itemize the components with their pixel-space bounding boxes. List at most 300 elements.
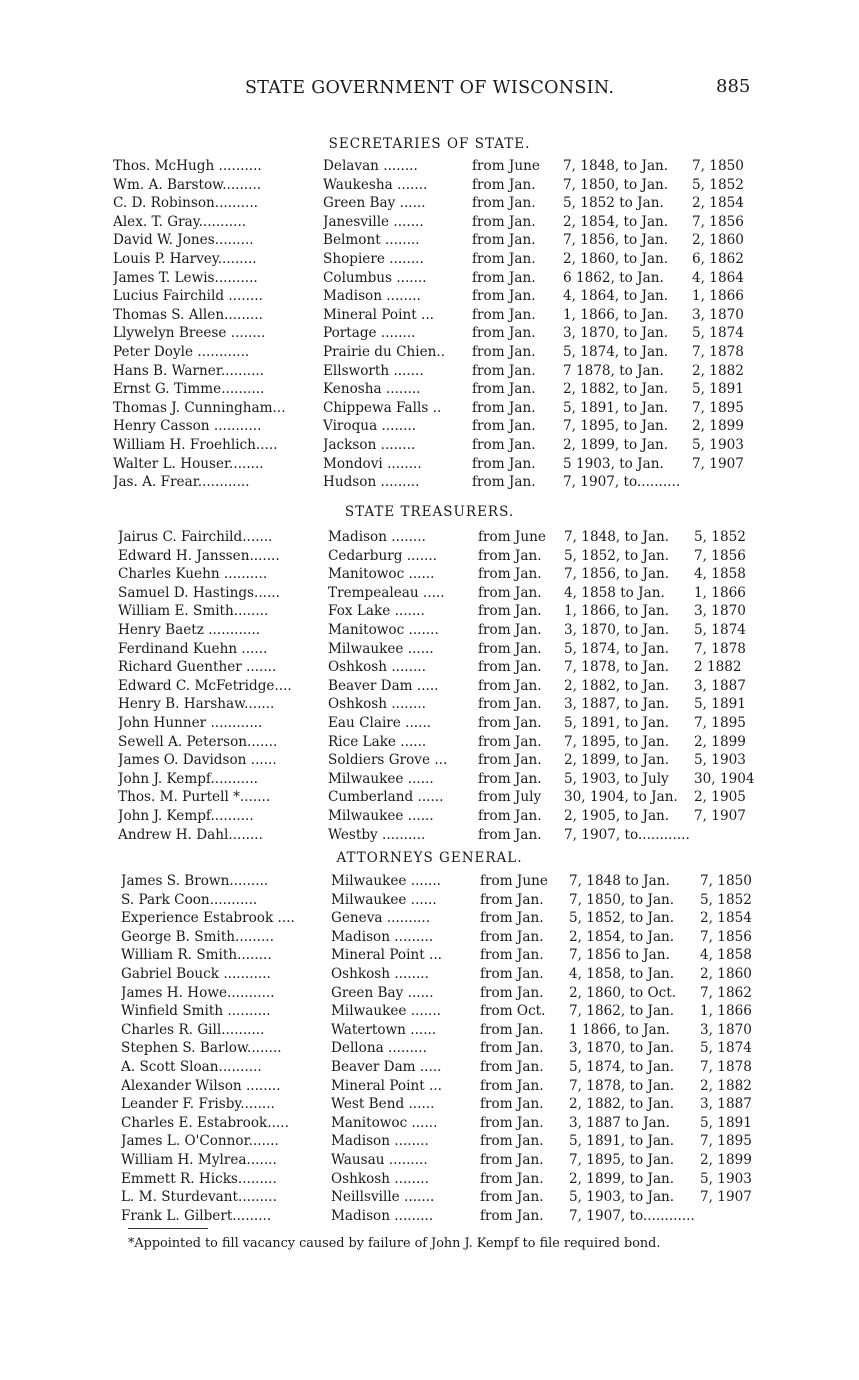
row-end: 2, 1899 [692, 418, 744, 435]
table-row [0, 872, 859, 891]
row-name: James T. Lewis.......... [113, 269, 258, 286]
row-place: Milwaukee ....... [331, 873, 442, 889]
row-from: from Jan. [478, 621, 542, 638]
row-name: Sewell A. Peterson....... [118, 733, 278, 750]
row-end: 7, 1878 [692, 343, 744, 360]
row-end: 5, 1852 [700, 891, 752, 908]
table-row [0, 1077, 859, 1096]
row-name: James L. O'Connor....... [121, 1133, 279, 1150]
row-end: 7, 1895 [692, 399, 744, 416]
table-row [0, 455, 859, 474]
row-place: Delavan ........ [323, 158, 418, 174]
table-row [0, 928, 859, 947]
row-place: Trempealeau ..... [328, 584, 445, 601]
row-end: 2, 1854 [692, 195, 744, 212]
table-row [0, 965, 859, 984]
row-place: Watertown ...... [331, 1021, 437, 1038]
row-start: 2, 1882, to Jan. [569, 1096, 675, 1113]
row-end: 1, 1866 [694, 584, 746, 601]
row-end: 2 1882 [694, 659, 742, 676]
row-name: S. Park Coon........... [121, 891, 258, 908]
table-row [0, 176, 859, 195]
row-start: 5, 1874, to Jan. [563, 343, 669, 360]
row-name: Louis P. Harvey......... [113, 250, 257, 267]
row-name: Henry Baetz ............ [118, 621, 261, 638]
row-start: 7, 1862, to Jan. [569, 1003, 675, 1020]
row-start: 2, 1899, to Jan. [569, 1170, 675, 1187]
row-from: from Jan. [472, 288, 536, 305]
row-start: 3, 1870, to Jan. [569, 1040, 675, 1057]
row-place: Oshkosh ........ [331, 1170, 429, 1187]
table-row [0, 826, 859, 845]
row-end: 4, 1864 [692, 269, 744, 286]
row-end: 5, 1852 [692, 176, 744, 193]
row-start: 7, 1907, to............ [569, 1207, 695, 1224]
row-from: from Jan. [480, 1077, 544, 1094]
row-name: Thomas S. Allen......... [113, 306, 263, 323]
row-start: 7, 1850, to Jan. [563, 176, 669, 193]
row-start: 4, 1858, to Jan. [569, 965, 675, 982]
row-from: from Jan. [480, 1040, 544, 1057]
footnote: *Appointed to fill vacancy caused by failure of John J. Kempf to file required bond. [128, 1236, 661, 1251]
row-place: Oshkosh ........ [328, 696, 426, 713]
section-heading-treasurers: STATE TREASURERS. [344, 504, 515, 520]
row-name: Charles Kuehn .......... [118, 566, 268, 583]
row-start: 7, 1848 to Jan. [569, 873, 670, 889]
row-from: from Jan. [472, 250, 536, 267]
row-place: Kenosha ........ [323, 381, 421, 398]
row-from: from Jan. [472, 269, 536, 286]
row-start: 30, 1904, to Jan. [564, 789, 678, 806]
row-end: 7, 1907 [694, 807, 746, 824]
row-end: 5, 1903 [694, 752, 746, 769]
row-start: 2, 1899, to Jan. [563, 436, 669, 453]
row-start: 5 1903, to Jan. [563, 455, 664, 472]
row-place: Soldiers Grove ... [328, 752, 448, 769]
row-end: 5, 1891 [700, 1114, 752, 1131]
row-from: from Jan. [478, 566, 542, 583]
table-row [0, 909, 859, 928]
row-start: 2, 1860, to Jan. [563, 250, 669, 267]
table-row [0, 677, 859, 696]
table-row [0, 984, 859, 1003]
row-place: Belmont ........ [323, 232, 420, 249]
table-row [0, 1170, 859, 1189]
row-from: from Jan. [478, 584, 542, 601]
row-from: from Jan. [472, 362, 536, 379]
row-from: from Jan. [478, 677, 542, 694]
page-number: 885 [716, 76, 751, 97]
row-end: 3, 1870 [694, 603, 746, 620]
row-place: Cumberland ...... [328, 789, 444, 806]
row-from: from Jan. [480, 1133, 544, 1150]
row-end: 5, 1891 [692, 381, 744, 398]
table-row [0, 770, 859, 789]
row-name: Walter L. Houser........ [113, 455, 264, 472]
row-place: Viroqua ........ [323, 418, 417, 435]
row-end: 2, 1882 [692, 362, 744, 379]
row-name: L. M. Sturdevant......... [121, 1189, 277, 1206]
row-name: Lucius Fairchild ........ [113, 288, 263, 305]
table-row [0, 399, 859, 418]
table-row [0, 1058, 859, 1077]
row-end: 1, 1866 [700, 1003, 752, 1020]
table-row [0, 1002, 859, 1021]
row-start: 1, 1866, to Jan. [563, 306, 669, 323]
table-row [0, 306, 859, 325]
row-from: from Jan. [472, 325, 536, 342]
row-name: Ferdinand Kuehn ...... [118, 640, 268, 657]
row-from: from Jan. [472, 455, 536, 472]
row-place: Oshkosh ........ [328, 659, 426, 676]
row-end: 7, 1850 [692, 158, 744, 174]
row-from: from Jan. [478, 696, 542, 713]
row-from: from June [472, 158, 540, 174]
row-place: Madison ........ [328, 529, 426, 545]
row-place: Manitowoc ....... [328, 621, 439, 638]
row-place: Wausau ......... [331, 1151, 428, 1168]
row-place: Prairie du Chien.. [323, 343, 446, 360]
row-from: from Jan. [472, 176, 536, 193]
row-end: 7, 1895 [694, 714, 746, 731]
table-row [0, 1039, 859, 1058]
row-end: 3, 1887 [700, 1096, 752, 1113]
row-from: from Jan. [478, 547, 542, 564]
row-place: Janesville ....... [323, 213, 424, 230]
row-from: from Jan. [478, 770, 542, 787]
row-name: Henry B. Harshaw....... [118, 696, 275, 713]
row-place: Mondovi ........ [323, 455, 422, 472]
attorneys-general-list [0, 872, 859, 1225]
row-name: Experience Estabrook .... [121, 910, 295, 927]
row-place: Westby .......... [328, 826, 426, 843]
row-name: William R. Smith........ [121, 947, 272, 964]
row-start: 2, 1860, to Oct. [569, 984, 677, 1001]
row-name: Gabriel Bouck ........... [121, 965, 271, 982]
row-end: 7, 1856 [700, 928, 752, 945]
row-place: Manitowoc ...... [331, 1114, 438, 1131]
table-row [0, 1151, 859, 1170]
row-name: Thomas J. Cunningham... [113, 399, 286, 416]
row-start: 1, 1866, to Jan. [564, 603, 670, 620]
row-end: 7, 1856 [694, 547, 746, 564]
row-from: from Jan. [472, 232, 536, 249]
row-end: 7, 1907 [692, 455, 744, 472]
row-name: Hans B. Warner.......... [113, 362, 265, 379]
table-row [0, 157, 859, 176]
footnote-rule [128, 1228, 208, 1229]
row-place: Hudson ......... [323, 474, 420, 491]
row-place: Beaver Dam ..... [328, 677, 439, 694]
row-start: 5, 1852, to Jan. [569, 910, 675, 927]
row-from: from Jan. [472, 399, 536, 416]
row-start: 6 1862, to Jan. [563, 269, 664, 286]
treasurers-list [0, 528, 859, 844]
row-end: 6, 1862 [692, 250, 744, 267]
table-row [0, 1132, 859, 1151]
row-end: 5, 1874 [700, 1040, 752, 1057]
row-from: from Jan. [478, 733, 542, 750]
row-start: 3, 1870, to Jan. [563, 325, 669, 342]
row-start: 2, 1854, to Jan. [563, 213, 669, 230]
row-name: Edward C. McFetridge.... [118, 677, 292, 694]
row-name: William H. Froehlich..... [113, 436, 278, 453]
row-start: 5, 1891, to Jan. [563, 399, 669, 416]
row-place: Portage ........ [323, 325, 416, 342]
row-name: Jairus C. Fairchild....... [118, 529, 273, 545]
row-place: West Bend ...... [331, 1096, 435, 1113]
row-from: from Jan. [472, 436, 536, 453]
row-place: Milwaukee ....... [331, 1003, 442, 1020]
row-from: from Oct. [480, 1003, 546, 1020]
table-row [0, 436, 859, 455]
row-end: 2, 1899 [694, 733, 746, 750]
row-from: from Jan. [480, 1207, 544, 1224]
table-row [0, 528, 859, 547]
row-name: William E. Smith........ [118, 603, 269, 620]
row-start: 7, 1907, to............ [564, 826, 690, 843]
row-place: Neillsville ....... [331, 1189, 435, 1206]
row-name: Thos. M. Purtell *....... [118, 789, 271, 806]
row-name: Peter Doyle ............ [113, 343, 250, 360]
table-row [0, 621, 859, 640]
row-end: 2, 1860 [692, 232, 744, 249]
row-start: 7 1878, to Jan. [563, 362, 664, 379]
row-start: 7, 1856, to Jan. [563, 232, 669, 249]
row-name: Wm. A. Barstow......... [113, 176, 262, 193]
row-end: 2, 1905 [694, 789, 746, 806]
row-name: James O. Davidson ...... [118, 752, 277, 769]
row-start: 7, 1895, to Jan. [563, 418, 669, 435]
row-name: Henry Casson ........... [113, 418, 262, 435]
table-row [0, 1095, 859, 1114]
row-end: 3, 1870 [700, 1021, 752, 1038]
row-start: 3, 1887, to Jan. [564, 696, 670, 713]
row-start: 3, 1887 to Jan. [569, 1114, 670, 1131]
row-name: Richard Guenther ....... [118, 659, 277, 676]
row-place: Mineral Point ... [331, 1077, 442, 1094]
table-row [0, 547, 859, 566]
row-name: James H. Howe........... [121, 984, 275, 1001]
row-start: 7, 1848, to Jan. [563, 158, 669, 174]
row-place: Rice Lake ...... [328, 733, 427, 750]
row-start: 2, 1854, to Jan. [569, 928, 675, 945]
row-name: Llywelyn Breese ........ [113, 325, 266, 342]
row-place: Geneva .......... [331, 910, 431, 927]
row-from: from Jan. [480, 1189, 544, 1206]
row-from: from Jan. [480, 1151, 544, 1168]
row-start: 2, 1899, to Jan. [564, 752, 670, 769]
row-start: 7, 1895, to Jan. [564, 733, 670, 750]
section-heading-secretaries: SECRETARIES OF STATE. [328, 136, 531, 152]
row-start: 7, 1856, to Jan. [564, 566, 670, 583]
row-place: Ellsworth ....... [323, 362, 424, 379]
row-place: Madison ......... [331, 1207, 434, 1224]
table-row [0, 807, 859, 826]
row-start: 1 1866, to Jan. [569, 1021, 670, 1038]
row-name: Ernst G. Timme.......... [113, 381, 265, 398]
row-start: 7, 1895, to Jan. [569, 1151, 675, 1168]
row-start: 5, 1903, to July [564, 770, 669, 787]
row-place: Shopiere ........ [323, 250, 424, 267]
row-from: from Jan. [480, 1021, 544, 1038]
row-place: Fox Lake ....... [328, 603, 425, 620]
row-start: 2, 1882, to Jan. [563, 381, 669, 398]
row-from: from June [478, 529, 546, 545]
row-start: 7, 1856 to Jan. [569, 947, 670, 964]
row-from: from Jan. [478, 640, 542, 657]
row-from: from Jan. [480, 1058, 544, 1075]
table-row [0, 714, 859, 733]
row-name: Thos. McHugh .......... [113, 158, 262, 174]
row-end: 3, 1887 [694, 677, 746, 694]
row-end: 5, 1903 [700, 1170, 752, 1187]
row-end: 30, 1904 [694, 770, 755, 787]
row-start: 4, 1864, to Jan. [563, 288, 669, 305]
row-end: 1, 1866 [692, 288, 744, 305]
row-name: Frank L. Gilbert......... [121, 1207, 272, 1224]
row-end: 7, 1856 [692, 213, 744, 230]
table-row [0, 640, 859, 659]
row-end: 2, 1882 [700, 1077, 752, 1094]
table-row [0, 343, 859, 362]
row-from: from Jan. [480, 1096, 544, 1113]
row-from: from Jan. [478, 603, 542, 620]
row-from: from Jan. [478, 659, 542, 676]
row-place: Eau Claire ...... [328, 714, 432, 731]
row-from: from June [480, 873, 548, 889]
section-heading-attorneys-general: ATTORNEYS GENERAL. [336, 850, 523, 866]
row-from: from Jan. [472, 195, 536, 212]
row-end: 7, 1895 [700, 1133, 752, 1150]
row-place: Green Bay ...... [323, 195, 426, 212]
row-place: Mineral Point ... [331, 947, 442, 964]
row-from: from Jan. [480, 928, 544, 945]
row-from: from Jan. [472, 213, 536, 230]
row-from: from Jan. [472, 306, 536, 323]
row-name: Edward H. Janssen....... [118, 547, 280, 564]
row-from: from Jan. [472, 381, 536, 398]
row-place: Madison ........ [323, 288, 421, 305]
row-start: 7, 1878, to Jan. [569, 1077, 675, 1094]
row-name: Alex. T. Gray........... [113, 213, 247, 230]
table-row [0, 380, 859, 399]
row-start: 5, 1903, to Jan. [569, 1189, 675, 1206]
row-end: 4, 1858 [694, 566, 746, 583]
table-row [0, 362, 859, 381]
row-name: John Hunner ............ [118, 714, 263, 731]
row-from: from Jan. [478, 807, 542, 824]
table-row [0, 231, 859, 250]
row-start: 2, 1882, to Jan. [564, 677, 670, 694]
row-place: Waukesha ....... [323, 176, 428, 193]
table-row [0, 269, 859, 288]
table-row [0, 946, 859, 965]
row-name: James S. Brown......... [121, 873, 269, 889]
row-place: Chippewa Falls .. [323, 399, 442, 416]
row-name: Jas. A. Frear............ [113, 474, 250, 491]
row-end: 7, 1850 [700, 873, 752, 889]
row-place: Columbus ....... [323, 269, 427, 286]
table-row [0, 287, 859, 306]
row-end: 3, 1870 [692, 306, 744, 323]
row-start: 3, 1870, to Jan. [564, 621, 670, 638]
row-from: from Jan. [472, 343, 536, 360]
row-from: from Jan. [478, 826, 542, 843]
running-title: STATE GOVERNMENT OF WISCONSIN. [245, 78, 615, 98]
row-start: 5, 1874, to Jan. [564, 640, 670, 657]
row-name: John J. Kempf........... [118, 770, 259, 787]
row-start: 5, 1891, to Jan. [569, 1133, 675, 1150]
row-from: from Jan. [480, 1114, 544, 1131]
row-place: Milwaukee ...... [328, 807, 434, 824]
row-place: Beaver Dam ..... [331, 1058, 442, 1075]
row-name: A. Scott Sloan.......... [121, 1058, 262, 1075]
table-row [0, 213, 859, 232]
row-start: 7, 1848, to Jan. [564, 529, 670, 545]
row-start: 7, 1907, to.......... [563, 474, 681, 491]
row-from: from July [478, 789, 542, 806]
row-start: 5, 1852, to Jan. [564, 547, 670, 564]
row-end: 5, 1891 [694, 696, 746, 713]
table-row [0, 565, 859, 584]
table-row [0, 584, 859, 603]
row-place: Milwaukee ...... [328, 640, 434, 657]
row-end: 7, 1878 [700, 1058, 752, 1075]
table-row [0, 473, 859, 492]
table-row [0, 695, 859, 714]
table-row [0, 324, 859, 343]
row-end: 7, 1907 [700, 1189, 752, 1206]
row-start: 5, 1891, to Jan. [564, 714, 670, 731]
row-from: from Jan. [480, 984, 544, 1001]
table-row [0, 1207, 859, 1226]
row-end: 5, 1874 [694, 621, 746, 638]
table-row [0, 194, 859, 213]
row-name: Winfield Smith .......... [121, 1003, 271, 1020]
row-start: 7, 1850, to Jan. [569, 891, 675, 908]
table-row [0, 733, 859, 752]
row-name: George B. Smith......... [121, 928, 274, 945]
row-place: Cedarburg ....... [328, 547, 437, 564]
row-place: Madison ........ [331, 1133, 429, 1150]
table-row [0, 658, 859, 677]
row-name: Alexander Wilson ........ [121, 1077, 281, 1094]
row-place: Madison ......... [331, 928, 434, 945]
table-row [0, 788, 859, 807]
table-row [0, 250, 859, 269]
row-end: 2, 1899 [700, 1151, 752, 1168]
secretaries-list [0, 157, 859, 492]
row-name: Emmett R. Hicks......... [121, 1170, 277, 1187]
row-start: 5, 1852 to Jan. [563, 195, 664, 212]
row-end: 7, 1878 [694, 640, 746, 657]
table-row [0, 417, 859, 436]
row-from: from Jan. [472, 474, 536, 491]
table-row [0, 602, 859, 621]
row-end: 5, 1903 [692, 436, 744, 453]
table-row [0, 1114, 859, 1133]
row-start: 7, 1878, to Jan. [564, 659, 670, 676]
row-from: from Jan. [480, 947, 544, 964]
row-place: Green Bay ...... [331, 984, 434, 1001]
row-from: from Jan. [480, 891, 544, 908]
row-from: from Jan. [480, 1170, 544, 1187]
row-name: Charles E. Estabrook..... [121, 1114, 289, 1131]
table-row [0, 891, 859, 910]
row-name: William H. Mylrea....... [121, 1151, 277, 1168]
table-row [0, 751, 859, 770]
